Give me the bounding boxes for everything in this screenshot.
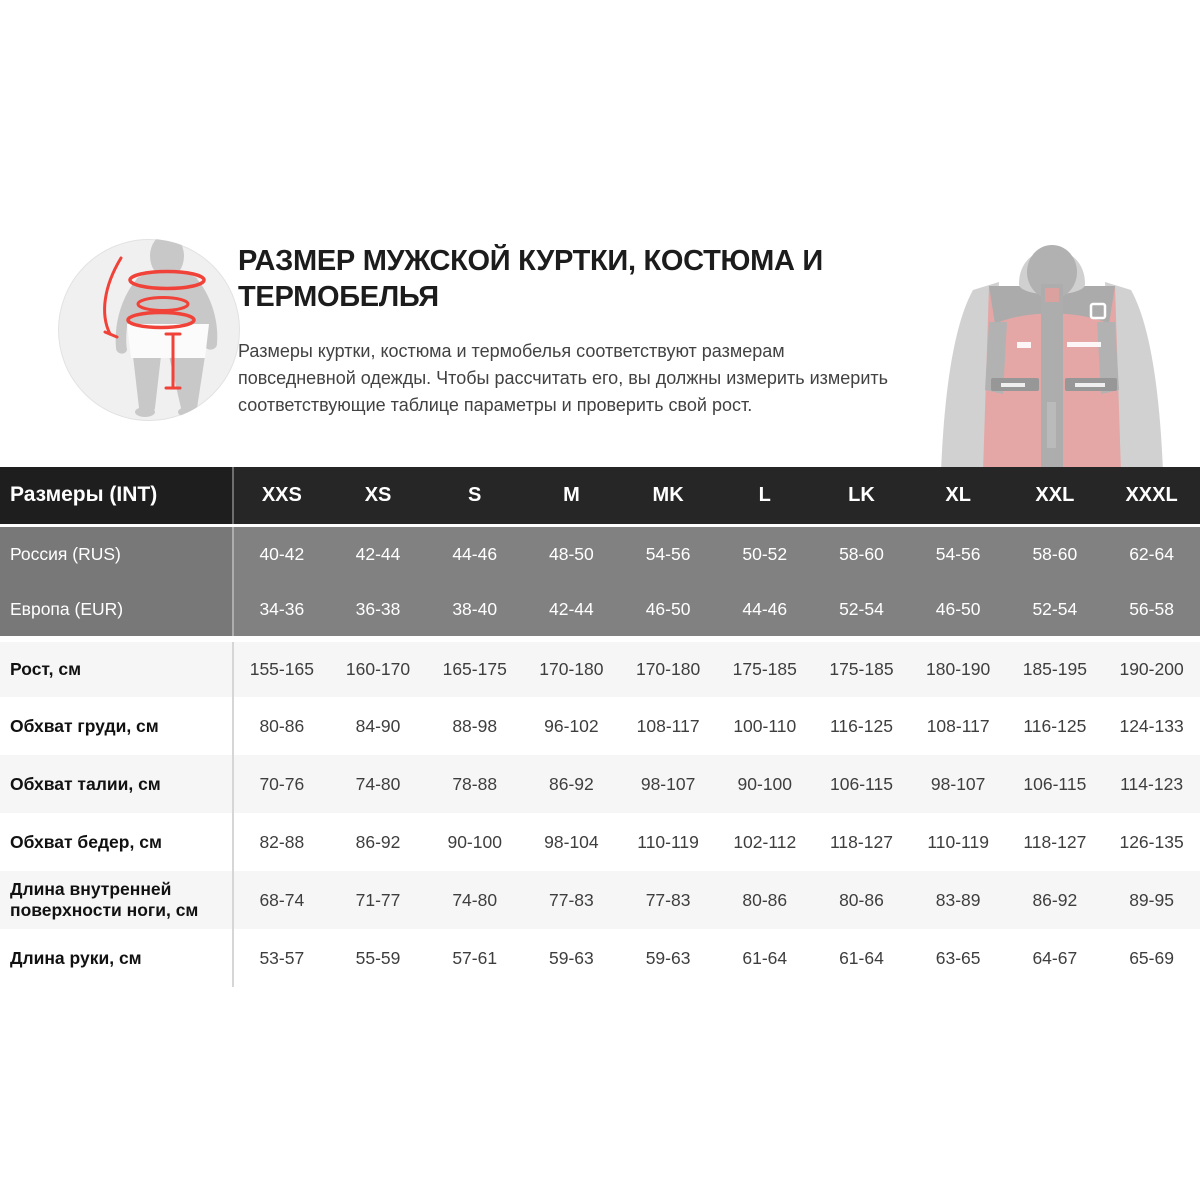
size-cell: 160-170 [330, 639, 427, 697]
size-cell: 118-127 [813, 813, 910, 871]
size-cell: 185-195 [1007, 639, 1104, 697]
table-row [0, 755, 1200, 813]
size-cell: 44-46 [426, 525, 523, 582]
size-cell: 77-83 [523, 871, 620, 929]
size-column-header: XS [330, 467, 427, 525]
size-cell: 46-50 [910, 582, 1007, 639]
size-cell: 175-185 [716, 639, 813, 697]
table-row [0, 639, 1200, 697]
row-label: Россия (RUS) [0, 525, 233, 582]
size-cell: 38-40 [426, 582, 523, 639]
size-column-header: XXL [1007, 467, 1104, 525]
size-cell: 70-76 [233, 755, 330, 813]
size-cell: 126-135 [1103, 813, 1200, 871]
size-cell: 56-58 [1103, 582, 1200, 639]
size-cell: 57-61 [426, 929, 523, 987]
size-cell: 34-36 [233, 582, 330, 639]
size-cell: 46-50 [620, 582, 717, 639]
size-cell: 61-64 [813, 929, 910, 987]
header-label: Размеры (INT) [0, 467, 233, 525]
size-cell: 86-92 [330, 813, 427, 871]
size-cell: 78-88 [426, 755, 523, 813]
size-cell: 165-175 [426, 639, 523, 697]
row-label: Рост, см [0, 639, 233, 697]
product-jacket-image [933, 226, 1171, 472]
size-cell: 114-123 [1103, 755, 1200, 813]
size-column-header: MK [620, 467, 717, 525]
size-cell: 98-107 [620, 755, 717, 813]
size-cell: 98-107 [910, 755, 1007, 813]
intro-text-block [238, 243, 938, 419]
size-cell: 124-133 [1103, 697, 1200, 755]
size-cell: 98-104 [523, 813, 620, 871]
size-cell: 106-115 [1007, 755, 1104, 813]
size-column-header: XXS [233, 467, 330, 525]
size-cell: 106-115 [813, 755, 910, 813]
size-cell: 52-54 [1007, 582, 1104, 639]
size-cell: 48-50 [523, 525, 620, 582]
size-cell: 170-180 [620, 639, 717, 697]
size-cell: 88-98 [426, 697, 523, 755]
table-row [0, 582, 1200, 639]
size-cell: 40-42 [233, 525, 330, 582]
size-cell: 84-90 [330, 697, 427, 755]
size-cell: 62-64 [1103, 525, 1200, 582]
size-cell: 80-86 [716, 871, 813, 929]
size-cell: 77-83 [620, 871, 717, 929]
size-cell: 58-60 [813, 525, 910, 582]
size-cell: 52-54 [813, 582, 910, 639]
size-cell: 116-125 [1007, 697, 1104, 755]
size-cell: 55-59 [330, 929, 427, 987]
size-table [0, 467, 1200, 987]
size-cell: 59-63 [523, 929, 620, 987]
size-cell: 80-86 [233, 697, 330, 755]
size-cell: 50-52 [716, 525, 813, 582]
size-cell: 53-57 [233, 929, 330, 987]
size-table-head [0, 467, 1200, 525]
size-table-body [0, 525, 1200, 987]
row-label: Обхват груди, см [0, 697, 233, 755]
page-title: РАЗМЕР МУЖСКОЙ КУРТКИ, КОСТЮМА И ТЕРМОБЕЛЬЯ [238, 245, 823, 313]
size-cell: 58-60 [1007, 525, 1104, 582]
size-cell: 190-200 [1103, 639, 1200, 697]
size-cell: 86-92 [1007, 871, 1104, 929]
size-cell: 118-127 [1007, 813, 1104, 871]
row-label: Длина внутренней поверхности ноги, см [0, 871, 233, 929]
size-cell: 170-180 [523, 639, 620, 697]
body-measurement-diagram [57, 238, 241, 422]
size-cell: 89-95 [1103, 871, 1200, 929]
size-cell: 96-102 [523, 697, 620, 755]
size-cell: 61-64 [716, 929, 813, 987]
size-cell: 42-44 [523, 582, 620, 639]
size-cell: 44-46 [716, 582, 813, 639]
page-description: Размеры куртки, костюма и термобелья соответствуют размерам повседневной одежды. Чтобы рассчитать его, вы должны измерить измерить соответствующие таблице параметры и проверить свой рост. [238, 341, 888, 415]
row-label: Обхват бедер, см [0, 813, 233, 871]
size-cell: 54-56 [910, 525, 1007, 582]
size-cell: 71-77 [330, 871, 427, 929]
size-cell: 63-65 [910, 929, 1007, 987]
size-cell: 74-80 [330, 755, 427, 813]
size-cell: 42-44 [330, 525, 427, 582]
size-column-header: L [716, 467, 813, 525]
size-column-header: LK [813, 467, 910, 525]
size-column-header: M [523, 467, 620, 525]
size-cell: 180-190 [910, 639, 1007, 697]
size-cell: 155-165 [233, 639, 330, 697]
size-cell: 59-63 [620, 929, 717, 987]
jacket-illustration-icon [933, 226, 1171, 472]
size-cell: 110-119 [910, 813, 1007, 871]
table-row [0, 697, 1200, 755]
size-cell: 68-74 [233, 871, 330, 929]
size-cell: 100-110 [716, 697, 813, 755]
size-cell: 83-89 [910, 871, 1007, 929]
table-row [0, 929, 1200, 987]
size-cell: 65-69 [1103, 929, 1200, 987]
size-cell: 74-80 [426, 871, 523, 929]
row-label: Европа (EUR) [0, 582, 233, 639]
size-cell: 102-112 [716, 813, 813, 871]
size-cell: 90-100 [426, 813, 523, 871]
size-column-header: XL [910, 467, 1007, 525]
size-cell: 90-100 [716, 755, 813, 813]
size-column-header: S [426, 467, 523, 525]
size-cell: 110-119 [620, 813, 717, 871]
table-row [0, 813, 1200, 871]
size-cell: 36-38 [330, 582, 427, 639]
size-cell: 54-56 [620, 525, 717, 582]
table-row [0, 871, 1200, 929]
size-cell: 86-92 [523, 755, 620, 813]
measurement-figure-icon [57, 238, 241, 422]
header-row [0, 467, 1200, 525]
size-cell: 64-67 [1007, 929, 1104, 987]
size-cell: 108-117 [620, 697, 717, 755]
size-column-header: XXXL [1103, 467, 1200, 525]
row-label: Обхват талии, см [0, 755, 233, 813]
size-cell: 116-125 [813, 697, 910, 755]
size-cell: 175-185 [813, 639, 910, 697]
size-cell: 108-117 [910, 697, 1007, 755]
size-cell: 80-86 [813, 871, 910, 929]
table-row [0, 525, 1200, 582]
size-cell: 82-88 [233, 813, 330, 871]
row-label: Длина руки, см [0, 929, 233, 987]
